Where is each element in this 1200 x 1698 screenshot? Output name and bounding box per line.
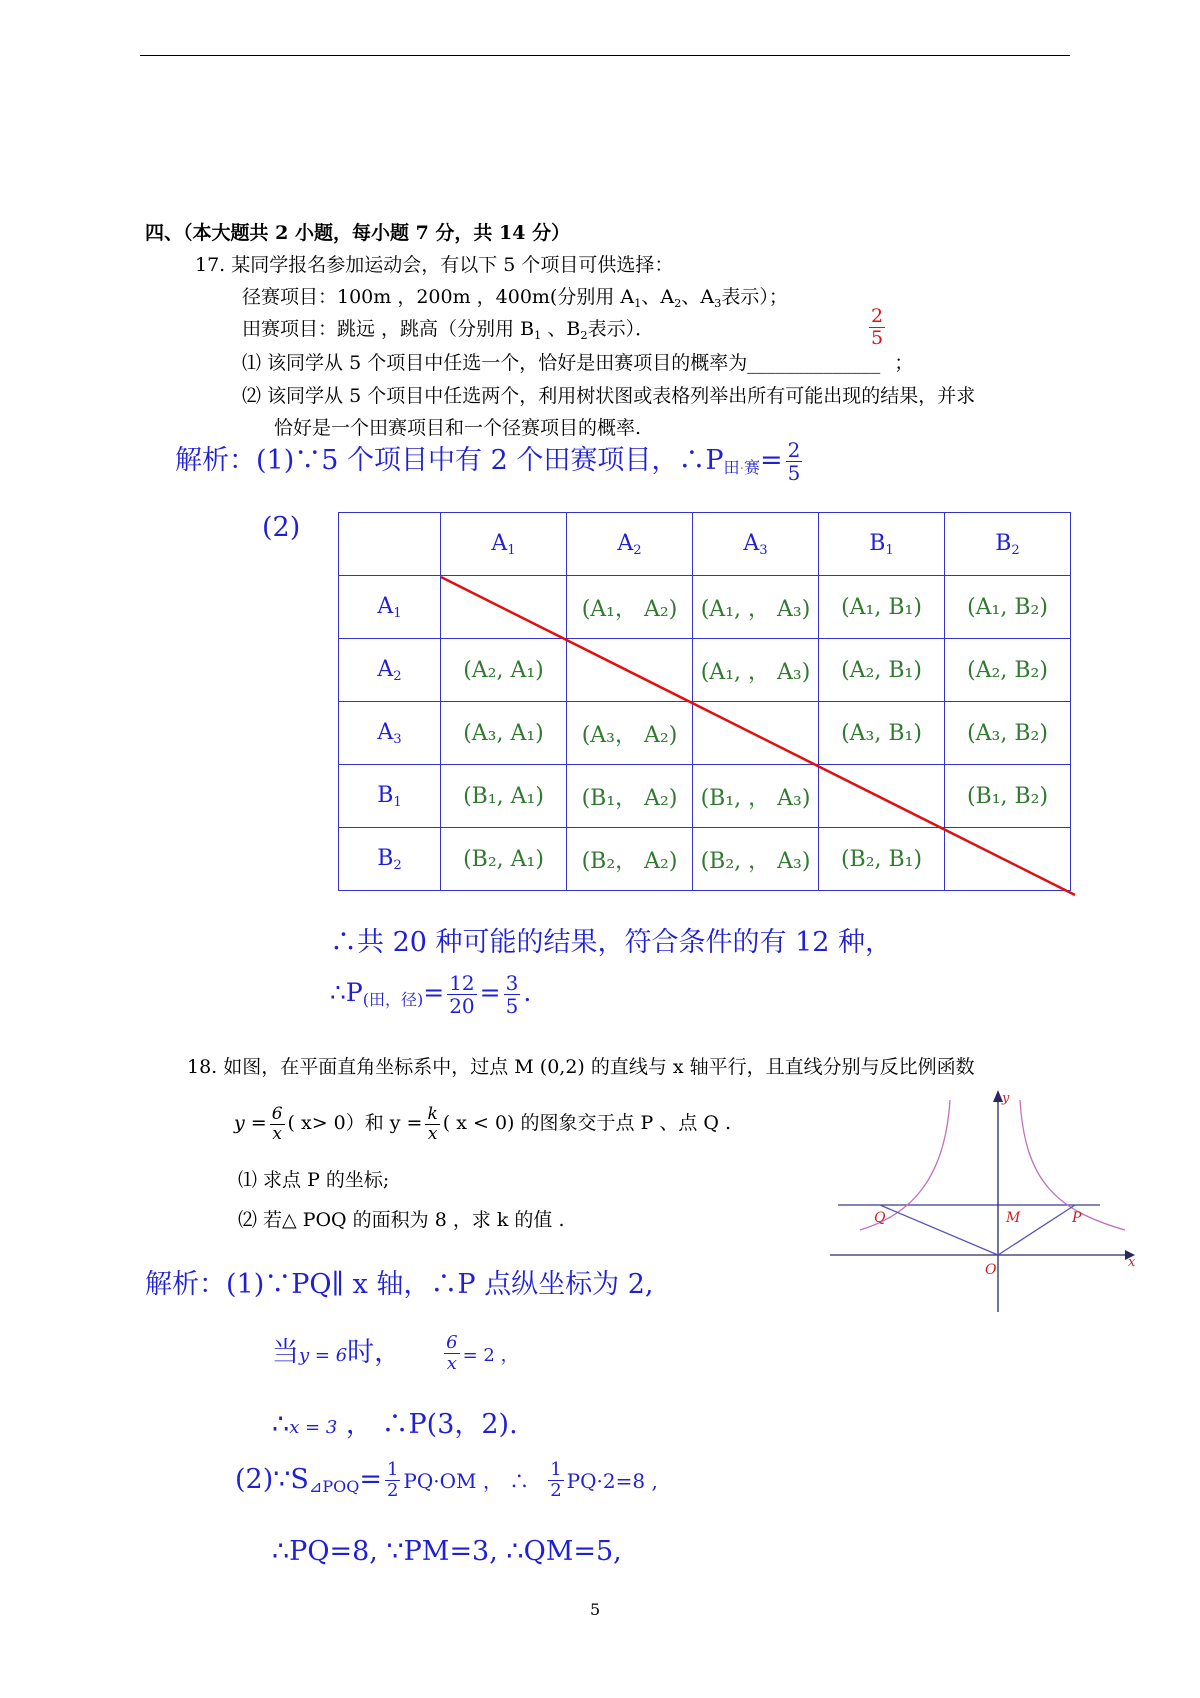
row-header: $A_3$ xyxy=(339,702,441,765)
sol18-l2-num: 6 xyxy=(446,1332,458,1354)
q18-functions xyxy=(234,1105,731,1143)
col-header: $A_3$ xyxy=(693,513,819,576)
table-cell: (A₁, B₁) xyxy=(819,576,945,639)
sol17-label: 解析： xyxy=(175,445,256,476)
label-o: O xyxy=(985,1262,997,1278)
page-number: 5 xyxy=(590,1600,601,1619)
q17-field-prefix: 田赛项目：跳远 ，跳高（分别用 B xyxy=(242,318,535,340)
q17-field-mid: 、B xyxy=(541,318,581,340)
q17-part1-end: ； xyxy=(894,352,914,374)
sol17-prob-den1: 20 xyxy=(449,994,475,1018)
table-cell: (B₂, A₁) xyxy=(441,828,567,891)
q17-track: 径赛项目：100m ，200m ，400m(分别用 $A_1$、$A_2$、$A_3$表示）； xyxy=(242,286,788,310)
q17-part2-line1: ⑵ 该同学从 5 个项目中任选两个，利用树状图或表格列举出所有可能出现的结果，并求 xyxy=(242,385,976,407)
q17-part2-line2: 恰好是一个田赛项目和一个径赛项目的概率. xyxy=(274,417,642,439)
sol17-probability xyxy=(330,972,531,1017)
sol17-prob-den2: 5 xyxy=(505,994,519,1018)
segment-qo xyxy=(880,1205,998,1255)
q17-track-suffix: 表示）； xyxy=(721,286,788,308)
sol18-l2-math: y = 6 xyxy=(299,1345,348,1366)
q18-part1: ⑴ 求点 P 的坐标; xyxy=(238,1169,390,1191)
sol18-l2-mid: 时， xyxy=(347,1337,402,1368)
row-header: $B_1$ xyxy=(339,765,441,828)
sol18-line3 xyxy=(272,1402,518,1441)
q17-stem: 17. 某同学报名参加运动会，有以下 5 个项目可供选择： xyxy=(195,254,674,276)
coordinate-figure xyxy=(830,1090,1140,1320)
row-header: $A_1$ xyxy=(339,576,441,639)
table-cell: (A₂, A₁) xyxy=(441,639,567,702)
table-cell: (B₁, ， A₃) xyxy=(693,765,819,828)
q18-f1-num: 6 xyxy=(271,1104,283,1124)
table-diagonal-line xyxy=(441,577,1075,895)
section-heading: 四、（本大题共 2 小题，每小题 7 分，共 14 分） xyxy=(145,222,571,244)
sol18-l3-b: ， ∴P(3，2). xyxy=(337,1409,518,1440)
label-x: x xyxy=(1128,1255,1136,1270)
sol17-frac-den: 5 xyxy=(787,461,801,485)
q17-part1-blank: ______________ xyxy=(747,352,881,374)
sol17-prob-eq: = xyxy=(423,978,445,1007)
sol18-label: 解析： xyxy=(145,1269,226,1300)
sol18-l4-den: 2 xyxy=(386,1479,399,1501)
table-cell: (A₃, B₂) xyxy=(945,702,1071,765)
col-header: $B_2$ xyxy=(945,513,1071,576)
label-m: M xyxy=(1006,1210,1021,1226)
q18-f2-den: x xyxy=(427,1123,438,1144)
sol18-l4-den2: 2 xyxy=(550,1479,562,1501)
q17-track-mid1: 、A xyxy=(641,286,675,308)
table-cell: (A₃， A₂) xyxy=(567,702,693,765)
label-q: Q xyxy=(874,1210,886,1226)
sol18-l2-eq: = 2 ， xyxy=(462,1345,519,1366)
sol18-l4-prefix: (2)∵S xyxy=(235,1463,309,1495)
sol18-l3-math: x = 3 xyxy=(289,1417,338,1438)
sol17-part1-text: (1)∵5 个项目中有 2 个田赛项目，∴P xyxy=(256,445,724,476)
q18-f2-cond: ( x < 0) 的图象交于点 P 、点 Q . xyxy=(442,1112,732,1135)
sol17-frac-num: 2 xyxy=(787,438,801,462)
table-cell: (A₃, A₁) xyxy=(441,702,567,765)
sol18-l3-a: ∴ xyxy=(272,1409,290,1440)
col-header: $A_1$ xyxy=(441,513,567,576)
q18-f2-num: k xyxy=(427,1104,438,1124)
sol17-part1-sub: 田 xyxy=(723,458,740,477)
q18-part2: ⑵ 若△ POQ 的面积为 8 ，求 k 的值 . xyxy=(238,1209,565,1231)
sol18-l4-end: PQ·2=8 , xyxy=(566,1468,658,1493)
sol18-l4-num: 1 xyxy=(386,1459,399,1480)
col-header: $A_2$ xyxy=(567,513,693,576)
q17-track-mid2: 、A xyxy=(681,286,715,308)
table-cell: (B₁, A₁) xyxy=(441,765,567,828)
table-cell: (B₁, B₂) xyxy=(945,765,1071,828)
sol17-part1: 解析：(1)∵5 个项目中有 2 个田赛项目，$\therefore P_田._赛=$ $\frac{2}{5}$ xyxy=(175,438,801,485)
table-cell: (A₁, B₂) xyxy=(945,576,1071,639)
q17-answer-den: 5 xyxy=(871,326,884,349)
sol17-prob-eq2: = xyxy=(479,978,501,1007)
table-cell: (A₂, B₁) xyxy=(819,639,945,702)
table-cell: (A₂, B₂) xyxy=(945,639,1071,702)
sol18-l4-sub: ⊿POQ xyxy=(308,1476,360,1496)
sol18-l4-eq: = xyxy=(359,1463,382,1495)
col-header: $B_1$ xyxy=(819,513,945,576)
table-cell: (A₁， A₂) xyxy=(567,576,693,639)
q18-f1-lhs: y = xyxy=(234,1112,267,1135)
q18-f1-den: x xyxy=(272,1123,282,1144)
q17-track-prefix: 径赛项目：100m ，200m ，400m(分别用 A xyxy=(242,286,635,308)
sol18-line5: ∴PQ=8, ∵PM=3, ∴QM=5, xyxy=(272,1536,622,1567)
sol17-eq: = xyxy=(760,445,783,476)
sol17-part1-sub2: 赛 xyxy=(744,458,761,477)
sol17-prob-prefix: ∴P xyxy=(330,978,363,1007)
sol18-line4 xyxy=(235,1460,658,1501)
sol17-prob-num2: 3 xyxy=(505,971,519,995)
label-p: P xyxy=(1072,1210,1082,1226)
sol18-line1 xyxy=(145,1262,654,1301)
table-cell: (A₁, ， A₃) xyxy=(693,639,819,702)
row-header: $B_2$ xyxy=(339,828,441,891)
table-cell: (A₃, B₁) xyxy=(819,702,945,765)
sol18-line1-text: (1)∵PQ∥ x 轴，∴P 点纵坐标为 2, xyxy=(226,1269,654,1300)
q18-f1-cond: ( x> 0）和 y = xyxy=(287,1112,423,1135)
q18-stem: 18. 如图，在平面直角坐标系中，过点 M (0,2) 的直线与 x 轴平行，且直线分别与反比例函数 xyxy=(187,1056,975,1078)
row-header: $A_2$ xyxy=(339,639,441,702)
table-cell: (B₂, B₁) xyxy=(819,828,945,891)
table-cell: (B₂, ， A₃) xyxy=(693,828,819,891)
q17-answer-num: 2 xyxy=(871,305,884,327)
table-cell: (B₂， A₂) xyxy=(567,828,693,891)
sol17-part2-label: (2) xyxy=(262,512,301,543)
sol17-prob-num1: 12 xyxy=(449,971,475,995)
table-cell: (A₁, ， A₃) xyxy=(693,576,819,639)
sol18-l2-prefix: 当 xyxy=(272,1337,299,1368)
sol18-l4-mid: PQ·OM ， ∴ xyxy=(403,1468,530,1493)
sol18-l2-den: x xyxy=(446,1353,457,1374)
q17-part1-text: ⑴ 该同学从 5 个项目中任选一个，恰好是田赛项目的概率为 xyxy=(242,352,748,374)
table-cell: (B₁， A₂) xyxy=(567,765,693,828)
sol17-prob-end: . xyxy=(523,978,532,1007)
q17-field-suffix: 表示）． xyxy=(587,318,655,340)
sol18-l4-num2: 1 xyxy=(550,1459,562,1480)
q17-field: 田赛项目：跳远 ，跳高（分别用 $B_1$ 、$B_2$表示）． xyxy=(242,318,655,342)
label-y: y xyxy=(1002,1091,1010,1106)
sol18-line2 xyxy=(272,1330,519,1374)
sol17-prob-sub: (田，径) xyxy=(362,990,424,1009)
sol17-conclusion: ∴共 20 种可能的结果，符合条件的有 12 种， xyxy=(330,927,893,958)
